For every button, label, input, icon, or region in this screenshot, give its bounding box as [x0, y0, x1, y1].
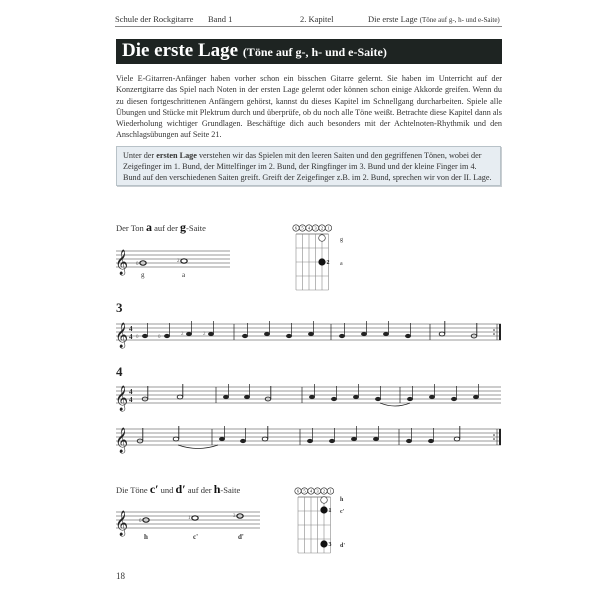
- fretboard-diagram-h-string: [294, 487, 364, 557]
- svg-text:0: 0: [136, 335, 139, 340]
- svg-text:2: 2: [320, 225, 324, 231]
- staff-notes-h-c-d: [112, 506, 262, 546]
- svg-text:0: 0: [139, 519, 142, 524]
- svg-text:3: 3: [328, 542, 332, 548]
- exercise-number-4: 4: [116, 364, 123, 379]
- svg-text:5: 5: [301, 225, 304, 231]
- book-title: Schule der Rockgitarre: [115, 14, 194, 24]
- note-c-d-caption: Die Töne c′ und d′ auf der h-Saite: [116, 482, 241, 496]
- band-label: Band 1: [208, 14, 233, 24]
- svg-text:𝄞: 𝄞: [115, 250, 129, 275]
- svg-text:d': d': [340, 543, 346, 549]
- fretboard-diagram-g-string: [292, 224, 362, 294]
- page-title-bar: [116, 39, 502, 64]
- svg-text:c': c': [340, 509, 345, 515]
- svg-text:2: 2: [326, 260, 330, 266]
- svg-text:0: 0: [158, 335, 161, 340]
- svg-text:2: 2: [181, 332, 184, 337]
- svg-text:2: 2: [177, 259, 180, 264]
- staff-exercise-3: [112, 318, 502, 354]
- svg-text:1: 1: [328, 508, 332, 514]
- svg-text:𝄞: 𝄞: [115, 386, 129, 411]
- running-head: [115, 12, 502, 27]
- svg-text:4: 4: [129, 325, 133, 333]
- svg-text:4: 4: [129, 388, 133, 396]
- svg-text:4: 4: [129, 333, 133, 341]
- page-number: 18: [116, 571, 125, 581]
- svg-text:6: 6: [296, 488, 300, 494]
- svg-text:0: 0: [136, 262, 139, 267]
- staff-exercise-4-line-2: [112, 423, 502, 459]
- svg-text:h: h: [340, 497, 344, 503]
- intro-paragraph: Viele E-Gitarren-Anfänger haben vorher schon ein bisschen Gitarre gelernt. Sie haben im Unterricht auf der Konzertgitarre das Spiel nach Noten in der ersten Lage gelernt oder können schon einige Akkorde greifen. Wenn du zu diesen fortgeschrittenen Anfängern gehörst, kannst du dieses Kapitel im Schnellgang durcharbeiten. Spiele alle Übungen und Stücke mit Plektrum durch und überprüfe, ob du noch alle Töne weißt. Betrachte diese Kapitel dann als Wiederholung wichtiger Grundlagen. Beschäftige dich auch besonders mit der Achtelnoten-Rhythmik und den Anschlagsübungen auf Seite 21.: [116, 74, 502, 140]
- svg-text:6: 6: [294, 225, 298, 231]
- svg-text:d': d': [238, 533, 244, 541]
- definition-text: Unter der ersten Lage verstehen wir das Spielen mit den leeren Saiten und den gegriffenen Tönen, wobei der Zeigefinger im 1. Bund, der Mittelfinger im 2. Bund, der Ringfinger im 3. Bund und der kleine Finger im 4. Bund auf den verschiedenen Saiten greift. Greift der Zeigefinger z.B. im 2. Bund, sprechen wir von der II. Lage.: [123, 151, 492, 182]
- svg-text:g: g: [340, 237, 343, 243]
- svg-text:4: 4: [129, 396, 133, 404]
- exercise-number-3: 3: [116, 300, 123, 315]
- svg-text:h: h: [144, 533, 148, 541]
- definition-box: [116, 146, 501, 186]
- svg-text:4: 4: [307, 225, 311, 231]
- svg-text:c': c': [193, 533, 199, 541]
- staff-note-a: [112, 245, 232, 285]
- svg-text:a: a: [182, 271, 186, 279]
- svg-text:𝄞: 𝄞: [115, 323, 129, 348]
- svg-text:4: 4: [309, 488, 313, 494]
- svg-text:1: 1: [327, 225, 330, 231]
- section-label: Die erste Lage (Töne auf g-, h- und e-Saite): [368, 14, 500, 24]
- chapter-label: 2. Kapitel: [300, 14, 334, 24]
- page-subtitle: (Töne auf g-, h- und e-Saite): [242, 45, 387, 59]
- svg-text:2: 2: [322, 488, 326, 494]
- svg-text:3: 3: [314, 225, 317, 231]
- svg-text:2: 2: [203, 332, 206, 337]
- svg-text:𝄞: 𝄞: [115, 428, 129, 453]
- svg-text:g: g: [141, 271, 145, 279]
- staff-exercise-4-line-1: [112, 381, 502, 417]
- svg-text:3: 3: [233, 514, 236, 519]
- svg-text:𝄞: 𝄞: [115, 511, 129, 536]
- svg-text:1: 1: [188, 516, 191, 521]
- svg-text:5: 5: [303, 488, 306, 494]
- page-title: Die erste Lage (Töne auf g-, h- und e-Saite): [122, 40, 387, 61]
- note-a-caption: Der Ton a auf der g-Saite: [116, 220, 206, 234]
- svg-text:a: a: [340, 261, 343, 267]
- svg-text:1: 1: [329, 488, 332, 494]
- svg-text:3: 3: [316, 488, 319, 494]
